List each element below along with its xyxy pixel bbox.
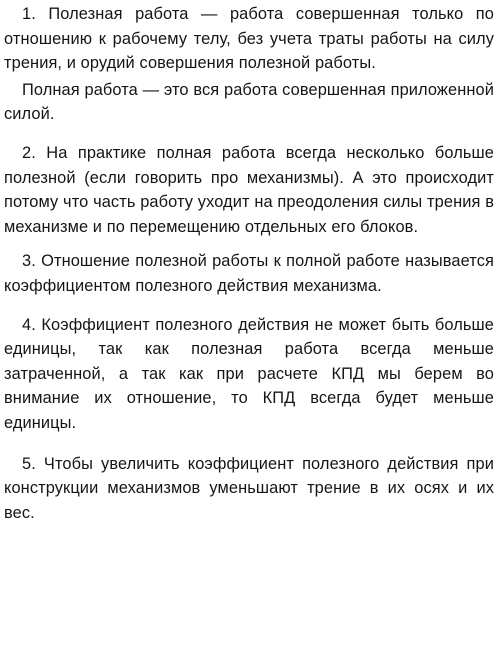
paragraph-5-increase-efficiency: 5. Чтобы увеличить коэффициент полезного действия при конструкции механизмов уменьшают трение в их осях и их вес. [4,454,494,522]
paragraph-2-practice: 2. На практике полная работа всегда несколько больше полезной (если говорить про механизмы). А это происходит потому что часть работу уходит на преодоления силы трения в механизме и по перемещению отдельных его блоков. [4,143,494,236]
paragraph-3-efficiency-definition: 3. Отношение полезной работы к полной работе называется коэффициентом полезного действия механизма. [4,252,494,295]
paragraph-4-efficiency-limit: 4. Коэффициент полезного действия не может быть больше единицы, так как полезная работа всегда меньше затраченной, а так как при расчете КПД мы берем во внимание их отношение, то КПД всегда будет меньше единицы. [4,315,494,432]
paragraph-1-total-work: Полная работа — это вся работа совершенная приложенной силой. [4,80,494,124]
paragraph-1-useful-work: 1. Полезная работа — работа совершенная только по отношению к рабочему телу, без учета траты работы на силу трения, и орудий совершения полезной работы. [4,5,494,73]
